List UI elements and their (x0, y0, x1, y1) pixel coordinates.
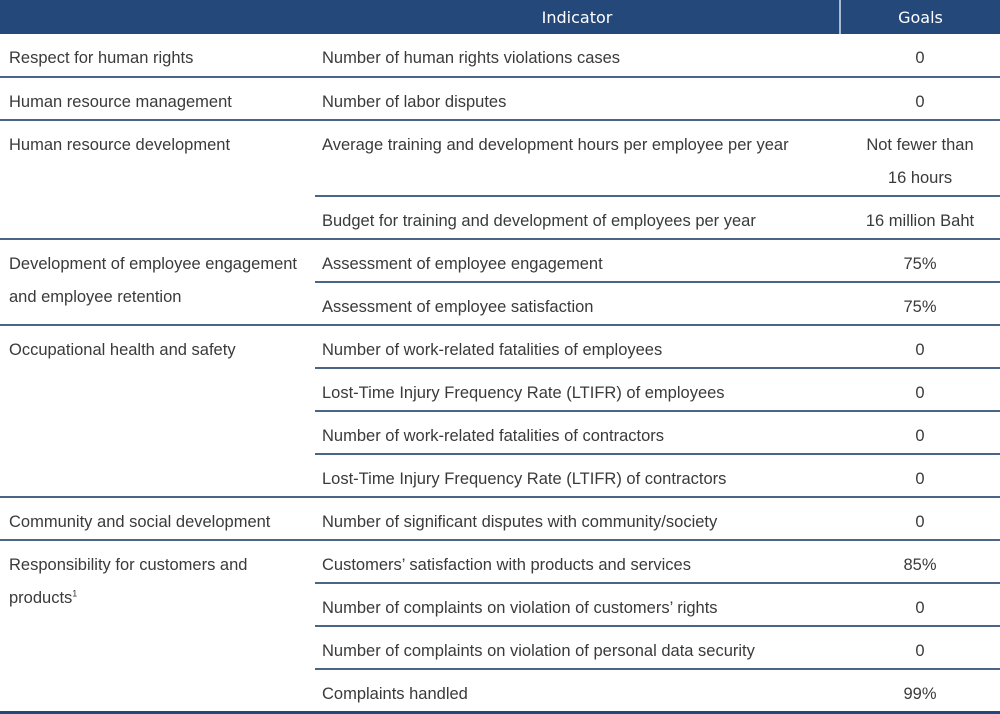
indicator-cell: Budget for training and development of employees per year (315, 196, 840, 239)
goal-cell: 0 (840, 411, 1000, 454)
indicator-cell: Number of significant disputes with community/society (315, 497, 840, 540)
header-goals: Goals (840, 0, 1000, 34)
indicator-cell: Number of human rights violations cases (315, 34, 840, 77)
indicator-cell: Average training and development hours per employee per year (315, 120, 840, 196)
indicator-cell: Lost-Time Injury Frequency Rate (LTIFR) of contractors (315, 454, 840, 497)
category-cell: Human resource development (0, 120, 315, 239)
category-cell: Development of employee engagement and employee retention (0, 239, 315, 325)
goal-cell: 85% (840, 540, 1000, 583)
goal-cell: 0 (840, 583, 1000, 626)
table-row (0, 497, 1000, 540)
goal-cell: 0 (840, 34, 1000, 77)
goal-cell: 0 (840, 497, 1000, 540)
table-row (0, 325, 1000, 368)
table-row (0, 540, 1000, 583)
goal-cell: Not fewer than 16 hours (840, 120, 1000, 196)
category-cell: Occupational health and safety (0, 325, 315, 497)
goal-cell: 0 (840, 454, 1000, 497)
indicator-cell: Number of complaints on violation of personal data security (315, 626, 840, 669)
goal-cell: 75% (840, 239, 1000, 282)
category-cell: Community and social development (0, 497, 315, 540)
table-row (0, 34, 1000, 77)
goal-cell: 99% (840, 669, 1000, 713)
goal-cell: 0 (840, 626, 1000, 669)
header-category (0, 0, 315, 34)
goal-cell: 0 (840, 77, 1000, 120)
category-cell: Human resource management (0, 77, 315, 120)
indicator-cell: Number of work-related fatalities of employees (315, 325, 840, 368)
indicator-cell: Number of labor disputes (315, 77, 840, 120)
indicator-cell: Lost-Time Injury Frequency Rate (LTIFR) of employees (315, 368, 840, 411)
header-indicator: Indicator (315, 0, 840, 34)
goal-cell: 16 million Baht (840, 196, 1000, 239)
indicator-cell: Complaints handled (315, 669, 840, 713)
category-cell: Respect for human rights (0, 34, 315, 77)
goal-cell: 0 (840, 325, 1000, 368)
table-row (0, 120, 1000, 196)
footnote-marker: 1 (72, 588, 78, 598)
indicator-cell: Customers’ satisfaction with products and services (315, 540, 840, 583)
goal-cell: 75% (840, 282, 1000, 325)
indicator-cell: Number of complaints on violation of customers’ rights (315, 583, 840, 626)
table-row (0, 239, 1000, 282)
indicator-cell: Assessment of employee engagement (315, 239, 840, 282)
table-header-row (0, 0, 1000, 34)
table-row (0, 77, 1000, 120)
goal-cell: 0 (840, 368, 1000, 411)
category-label: Responsibility for customers and products (9, 555, 248, 607)
indicator-cell: Assessment of employee satisfaction (315, 282, 840, 325)
indicator-cell: Number of work-related fatalities of contractors (315, 411, 840, 454)
category-cell (0, 540, 315, 713)
